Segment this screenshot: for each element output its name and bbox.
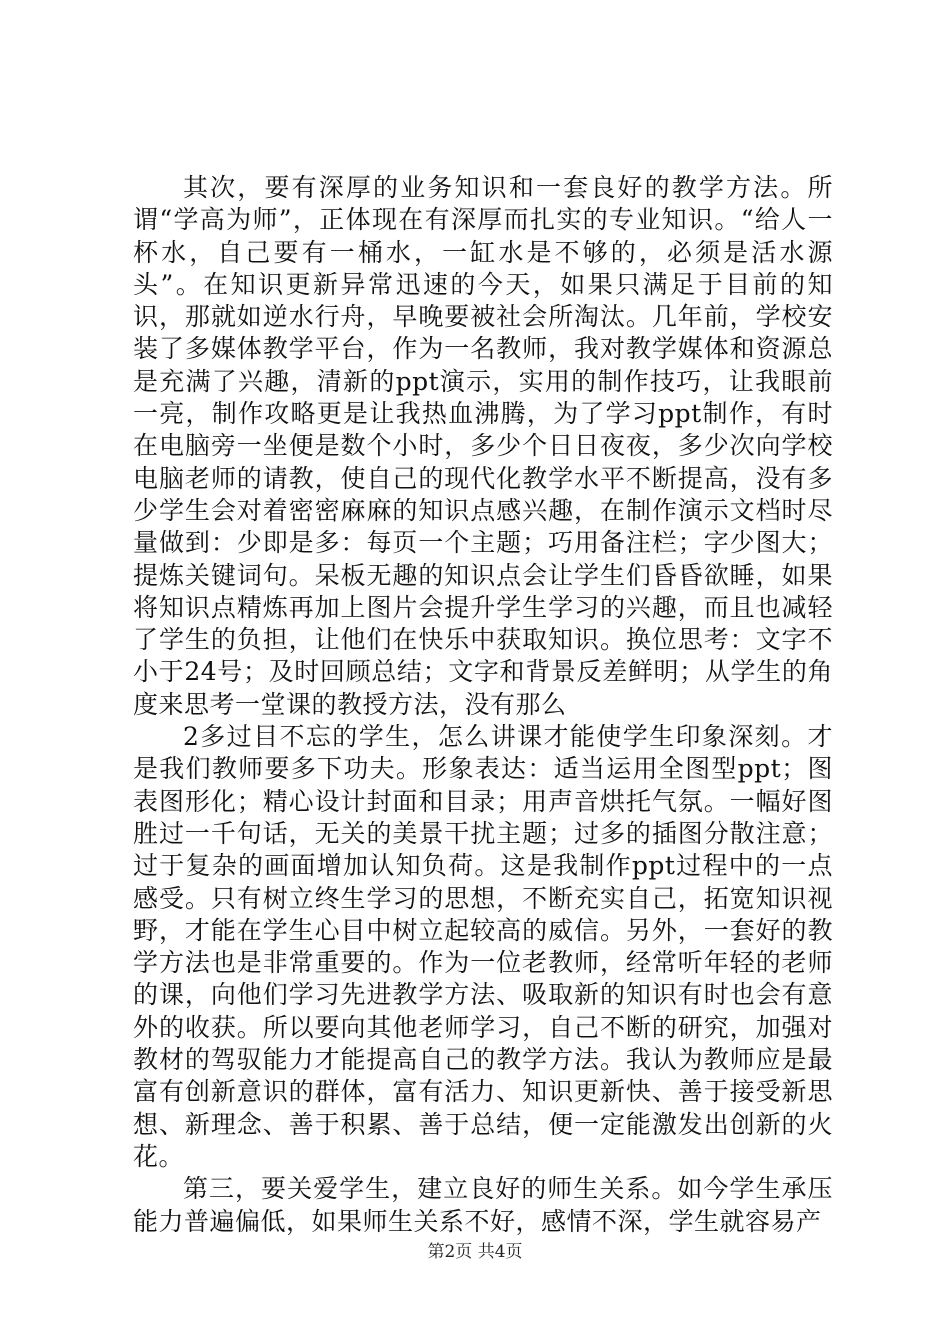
paragraph-teaching-methods: 2多过目不忘的学生，怎么讲课才能使学生印象深刻。才是我们教师要多下功夫。形象表达：适当运用全图型ppt；图表图形化；精心设计封面和目录；用声音烘托气氛。一幅好图胜过一千句话，无关的美景干扰主题；过多的插图分散注意；过于复杂的画面增加认知负荷。这是我制作ppt过程中的一点感受。只有树立终生学习的思想，不断充实自己，拓宽知识视野，才能在学生心目中树立起较高的威信。另外，一套好的教学方法也是非常重要的。作为一位老教师，经常听年轻的老师的课，向他们学习先进教学方法、吸取新的知识有时也会有意外的收获。所以要向其他老师学习，自己不断的研究，加强对教材的驾驭能力才能提高自己的教学方法。我认为教师应是最富有创新意识的群体，富有活力、知识更新快、善于接受新思想、新理念、善于积累、善于总结，便一定能激发出创新的火花。 <box>133 722 833 1171</box>
paragraph-care-for-students: 第三，要关爱学生，建立良好的师生关系。如今学生承压能力普遍偏低，如果师生关系不好，感情不深，学生就容易产 <box>133 1174 833 1236</box>
document-body <box>133 172 833 1238</box>
page-number-footer: 第2页 共4页 <box>427 1242 523 1262</box>
paragraph-professional-knowledge: 其次，要有深厚的业务知识和一套良好的教学方法。所谓“学高为师”，正体现在有深厚而扎实的专业知识。“给人一杯水，自己要有一桶水，一缸水是不够的，必须是活水源头”。在知识更新异常迅速的今天，如果只满足于目前的知识，那就如逆水行舟，早晚要被社会所淘汰。几年前，学校安装了多媒体教学平台，作为一名教师，我对教学媒体和资源总是充满了兴趣，清新的ppt演示，实用的制作技巧，让我眼前一亮，制作攻略更是让我热血沸腾，为了学习ppt制作，有时在电脑旁一坐便是数个小时，多少个日日夜夜，多少次向学校电脑老师的请教，使自己的现代化教学水平不断提高，没有多少学生会对着密密麻麻的知识点感兴趣，在制作演示文档时尽量做到：少即是多：每页一个主题；巧用备注栏；字少图大；提炼关键词句。呆板无趣的知识点会让学生们昏昏欲睡，如果将知识点精炼再加上图片会提升学生学习的兴趣，而且也减轻了学生的负担，让他们在快乐中获取知识。换位思考：文字不小于24号；及时回顾总结；文字和背景反差鲜明；从学生的角度来思考一堂课的教授方法，没有那么 <box>133 173 833 719</box>
